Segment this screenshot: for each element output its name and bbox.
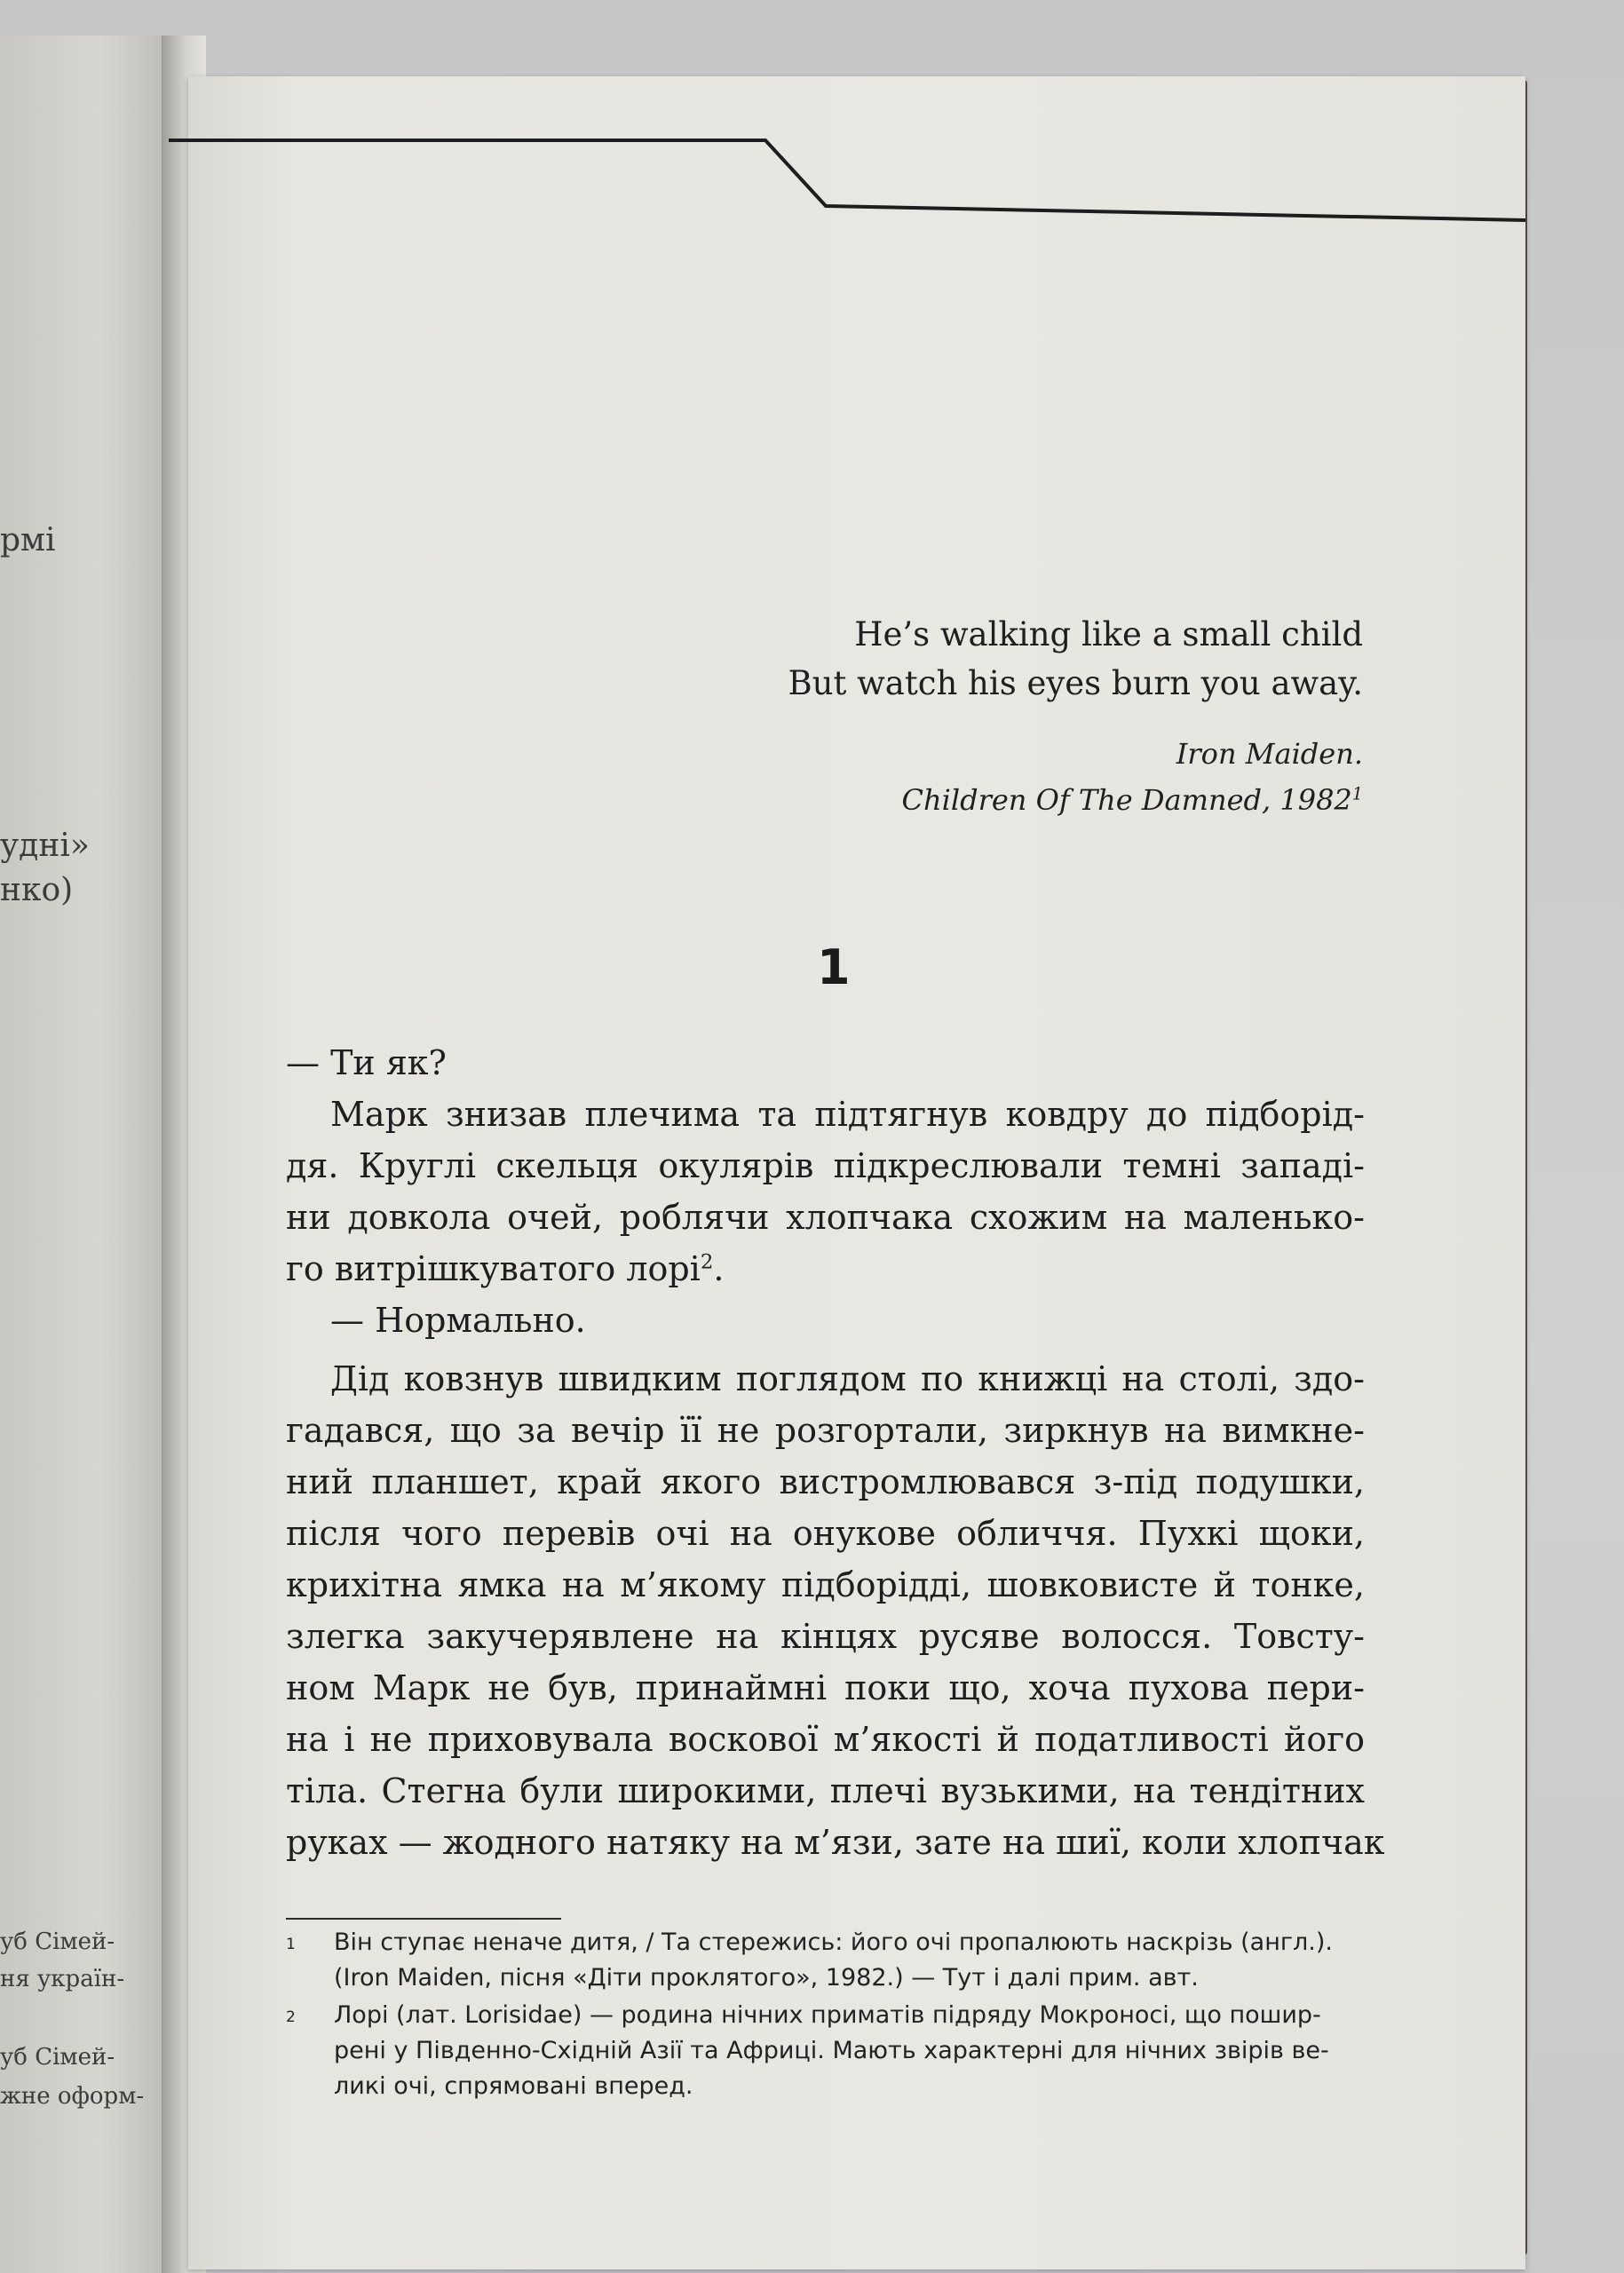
body-line: ном Марк не був, принаймні поки що, хоча пухова пери-: [286, 1668, 1365, 1707]
body-line: Марк знизав плечима та підтягнув ковдру до підборід-: [330, 1095, 1365, 1134]
footnote-line: ликі очі, спрямовані вперед.: [334, 2072, 693, 2100]
body-line: гадався, що за вечір її не розгортали, зиркнув на вимкне-: [286, 1411, 1365, 1450]
left-page-fragment: нко): [0, 872, 74, 908]
epigraph-line: He’s walking like a small child: [854, 615, 1363, 653]
footnote-line: Лорі (лат. Lorisidae) — родина нічних приматів підряду Мокроносі, що пошир-: [334, 2001, 1321, 2029]
body-line: після чого перевів очі на онукове обличчя. Пухкі щоки,: [286, 1514, 1365, 1553]
epigraph-source: [902, 783, 1363, 817]
epigraph-author: Iron Maiden.: [1176, 737, 1363, 771]
body-line: на і не приховувала воскової м’якості й податливості його: [286, 1720, 1365, 1759]
left-page-fragment: уб Сімей-: [0, 2044, 115, 2071]
body-line: — Нормально.: [330, 1301, 586, 1340]
left-page: [0, 36, 169, 2273]
body-line: тіла. Стегна були широкими, плечі вузькими, на тендітних: [286, 1771, 1365, 1810]
left-page-fragment: жне оформ-: [0, 2083, 145, 2110]
left-page-fragment: удні»: [0, 828, 90, 864]
left-page-fragment: рмі: [0, 522, 56, 558]
footnote-ref: 1: [1351, 783, 1363, 804]
footnote-line: Він ступає неначе дитя, / Та стережись: його очі пропалюють наскрізь (англ.).: [334, 1928, 1333, 1956]
left-page-fragment: ня україн-: [0, 1966, 125, 1992]
body-line: — Ти як?: [286, 1043, 447, 1082]
body-line: злегка закучерявлене на кінцях русяве волосся. Товсту-: [286, 1617, 1365, 1656]
footnote-mark: 2: [286, 2008, 296, 2026]
epigraph-line: But watch his eyes burn you away.: [788, 664, 1363, 702]
body-line: Дід ковзнув швидким поглядом по книжці на столі, здо-: [330, 1359, 1365, 1398]
body-line: ни довкола очей, роблячи хлопчака схожим на маленько-: [286, 1198, 1365, 1237]
footnote-separator: [286, 1918, 561, 1920]
body-line: дя. Круглі скельця окулярів підкреслювали темні западі-: [286, 1146, 1365, 1185]
body-line-with-footnote: [286, 1249, 1365, 1288]
sentence-end: .: [713, 1249, 725, 1288]
footnote-line: рені у Південно-Східній Азії та Африці. Мають характерні для нічних звірів ве-: [334, 2037, 1329, 2064]
body-line: ний планшет, край якого вистромлювався з-під подушки,: [286, 1462, 1365, 1501]
footnote-ref: 2: [700, 1250, 714, 1274]
chapter-number: 1: [817, 939, 851, 995]
left-page-fragment: уб Сімей-: [0, 1928, 115, 1955]
epigraph-source-text: Children Of The Damned, 1982: [901, 783, 1352, 817]
body-line: руках — жодного натяку на м’язи, зате на шиї, коли хлопчак: [286, 1823, 1385, 1862]
header-rule-ornament: [0, 0, 1624, 266]
body-line-text: го витрішкуватого лорі: [286, 1249, 701, 1288]
footnote-line: (Iron Maiden, пісня «Діти проклятого», 1982.) — Тут і далі прим. авт.: [334, 1964, 1199, 1992]
body-line: крихітна ямка на м’якому підборідді, шовковисте й тонке,: [286, 1565, 1365, 1604]
footnote-mark: 1: [286, 1936, 296, 1953]
